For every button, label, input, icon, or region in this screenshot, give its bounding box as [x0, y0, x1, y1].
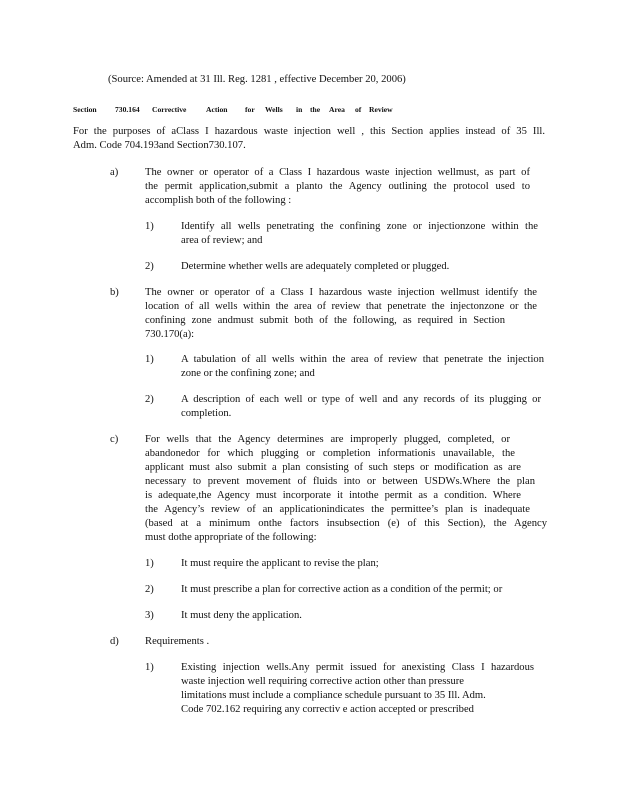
subsection-d-label: d)	[110, 636, 119, 647]
subsection-b-line: location of all wells within the area of review that penetrate the injectonzone or the	[145, 301, 537, 312]
heading-word: Review	[369, 105, 393, 114]
subsection-c-line: the Agency’s review of an applicationindicates the permittee’s plan is inadequate	[145, 504, 530, 515]
item-b1-line: zone or the confining zone; and	[181, 368, 315, 379]
item-d1-line: waste injection well requiring corrective action other than pressure	[181, 676, 464, 687]
item-c2-label: 2)	[145, 584, 154, 595]
subsection-c-label: c)	[110, 434, 119, 445]
subsection-a-line: the permit application,submit a planto the Agency outlining the protocol used to	[145, 181, 530, 192]
heading-section-word: Section	[73, 105, 97, 114]
item-d1-line: Existing injection wells.Any permit issued for anexisting Class I hazardous	[181, 662, 534, 673]
subsection-c-line: is adequate,the Agency must incorporate it intothe permit as a condition. Where	[145, 490, 521, 501]
heading-word: Action	[206, 105, 228, 114]
subsection-b-line: 730.170(a):	[145, 329, 195, 340]
item-d1-line: limitations must include a compliance schedule pursuant to 35 Ill. Adm.	[181, 690, 486, 701]
subsection-b-line: confining zone andmust submit both of the following, as required in Section	[145, 315, 505, 326]
subsection-c-line: (based at a minimum onthe factors insubsection (e) of this Section), the Agency	[145, 518, 547, 529]
heading-section-number: 730.164	[115, 105, 140, 114]
subsection-a-line: accomplish both of the following :	[145, 195, 292, 206]
item-a2-line: Determine whether wells are adequately completed or plugged.	[181, 261, 450, 272]
subsection-c-line: applicant must also submit a plan consisting of such steps or modification as are	[145, 462, 521, 473]
subsection-d-heading: Requirements .	[145, 636, 210, 647]
subsection-c-line: abandonedor for which plugging or completion informationis unavailable, the	[145, 448, 515, 459]
subsection-c-line: For wells that the Agency determines are improperly plugged, completed, or	[145, 434, 510, 445]
item-a2-label: 2)	[145, 261, 154, 272]
item-b2-line: completion.	[181, 408, 232, 419]
item-a1-line: Identify all wells penetrating the confining zone or injectionzone within the	[181, 221, 538, 232]
item-a1-label: 1)	[145, 221, 154, 232]
source-note: (Source: Amended at 31 Ill. Reg. 1281 , effective December 20, 2006)	[108, 74, 406, 85]
heading-word: the	[310, 105, 321, 114]
item-c1-line: It must require the applicant to revise the plan;	[181, 558, 379, 569]
item-b2-label: 2)	[145, 394, 154, 405]
item-d1-label: 1)	[145, 662, 154, 673]
intro-line: Adm. Code 704.193and Section730.107.	[73, 140, 246, 151]
heading-word: of	[355, 105, 362, 114]
item-c3-line: It must deny the application.	[181, 610, 302, 621]
item-c2-line: It must prescribe a plan for corrective action as a condition of the permit; or	[181, 584, 503, 595]
heading-word: in	[296, 105, 303, 114]
item-c3-label: 3)	[145, 610, 154, 621]
subsection-a-label: a)	[110, 167, 119, 178]
subsection-b-label: b)	[110, 287, 119, 298]
item-d1-line: Code 702.162 requiring any correctiv e action accepted or prescribed	[181, 704, 474, 715]
subsection-b-line: The owner or operator of a Class I hazardous waste injection wellmust identify the	[145, 287, 537, 298]
item-c1-label: 1)	[145, 558, 154, 569]
subsection-a-line: The owner or operator of a Class I hazardous waste injection wellmust, as part of	[145, 167, 530, 178]
heading-word: Area	[329, 105, 345, 114]
subsection-c-line: must dothe appropriate of the following:	[145, 532, 317, 543]
intro-line: For the purposes of aClass I hazardous waste injection well , this Section applies instead of 35 Ill.	[73, 126, 545, 137]
item-b2-line: A description of each well or type of well and any records of its plugging or	[181, 394, 541, 405]
heading-word: for	[245, 105, 255, 114]
heading-word: Wells	[265, 105, 283, 114]
item-a1-line: area of review; and	[181, 235, 263, 246]
heading-word: Corrective	[152, 105, 187, 114]
subsection-c-line: necessary to prevent movement of fluids into or between USDWs.Where the plan	[145, 476, 535, 487]
item-b1-label: 1)	[145, 354, 154, 365]
item-b1-line: A tabulation of all wells within the area of review that penetrate the injection	[181, 354, 544, 365]
